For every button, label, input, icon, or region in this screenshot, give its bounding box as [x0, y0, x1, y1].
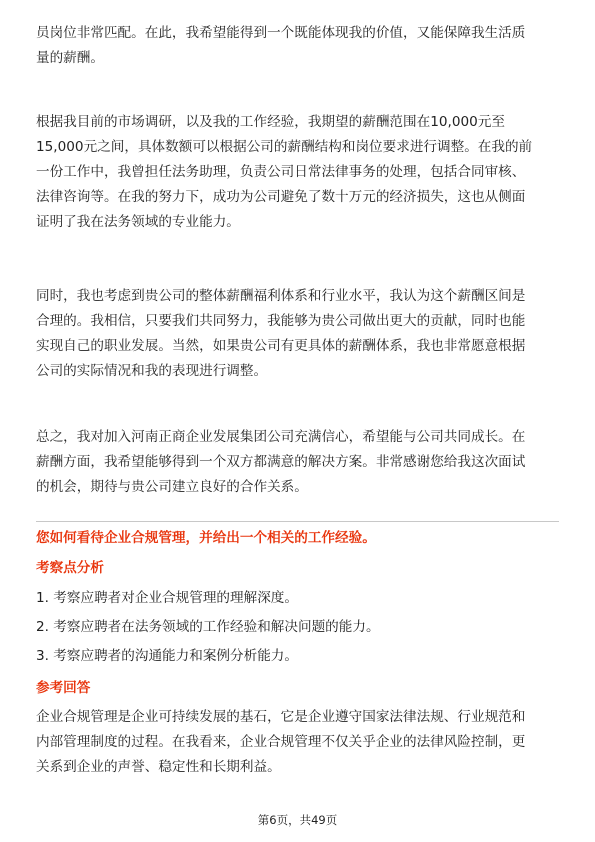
page-number: 第6页，共49页 [257, 813, 338, 827]
answer-line: 内部管理制度的过程。在我看来，企业合规管理不仅关乎企业的法律风险控制，更 [36, 734, 526, 750]
paragraph-line: 总之，我对加入河南正商企业发展集团公司充满信心，希望能与公司共同成长。在 [36, 429, 526, 445]
paragraph-line: 员岗位非常匹配。在此，我希望能得到一个既能体现我的价值，又能保障我生活质 [36, 25, 526, 41]
analysis-item-2: 2. 考察应聘者在法务领域的工作经验和解决问题的能力。 [36, 619, 380, 635]
paragraph-line: 的机会，期待与贵公司建立良好的合作关系。 [36, 479, 308, 495]
paragraph-3 [36, 284, 559, 384]
paragraph-4 [36, 425, 559, 500]
paragraph-line: 15,000元之间，具体数额可以根据公司的薪酬结构和岗位要求进行调整。在我的前 [36, 139, 533, 155]
answer-paragraph [36, 705, 559, 780]
paragraph-line: 一份工作中，我曾担任法务助理，负责公司日常法律事务的处理，包括合同审核、 [36, 164, 526, 180]
section-divider [36, 521, 559, 522]
analysis-item-1: 1. 考察应聘者对企业合规管理的理解深度。 [36, 590, 298, 606]
paragraph-line: 公司的实际情况和我的表现进行调整。 [36, 363, 268, 379]
paragraph-line: 合理的。我相信，只要我们共同努力，我能够为贵公司做出更大的贡献，同时也能 [36, 313, 526, 329]
paragraph-line: 薪酬方面，我希望能够得到一个双方都满意的解决方案。非常感谢您给我这次面试 [36, 454, 526, 470]
paragraph-line: 法律咨询等。在我的努力下，成功为公司避免了数十万元的经济损失，这也从侧面 [36, 189, 526, 205]
answer-line: 关系到企业的声誉、稳定性和长期利益。 [36, 759, 281, 775]
paragraph-line: 实现自己的职业发展。当然，如果贵公司有更具体的薪酬体系，我也非常愿意根据 [36, 338, 526, 354]
answer-title: 参考回答 [36, 680, 91, 696]
interview-question: 您如何看待企业合规管理，并给出一个相关的工作经验。 [36, 530, 376, 546]
answer-line: 企业合规管理是企业可持续发展的基石，它是企业遵守国家法律法规、行业规范和 [36, 709, 526, 725]
analysis-item-3: 3. 考察应聘者的沟通能力和案例分析能力。 [36, 648, 298, 664]
analysis-title: 考察点分析 [36, 560, 104, 576]
paragraph-line: 量的薪酬。 [36, 50, 104, 66]
paragraph-2 [36, 110, 559, 235]
paragraph-1 [36, 21, 559, 71]
paragraph-line: 同时，我也考虑到贵公司的整体薪酬福利体系和行业水平，我认为这个薪酬区间是 [36, 288, 526, 304]
paragraph-line: 证明了我在法务领域的专业能力。 [36, 214, 240, 230]
paragraph-line: 根据我目前的市场调研，以及我的工作经验，我期望的薪酬范围在10,000元至 [36, 114, 505, 130]
